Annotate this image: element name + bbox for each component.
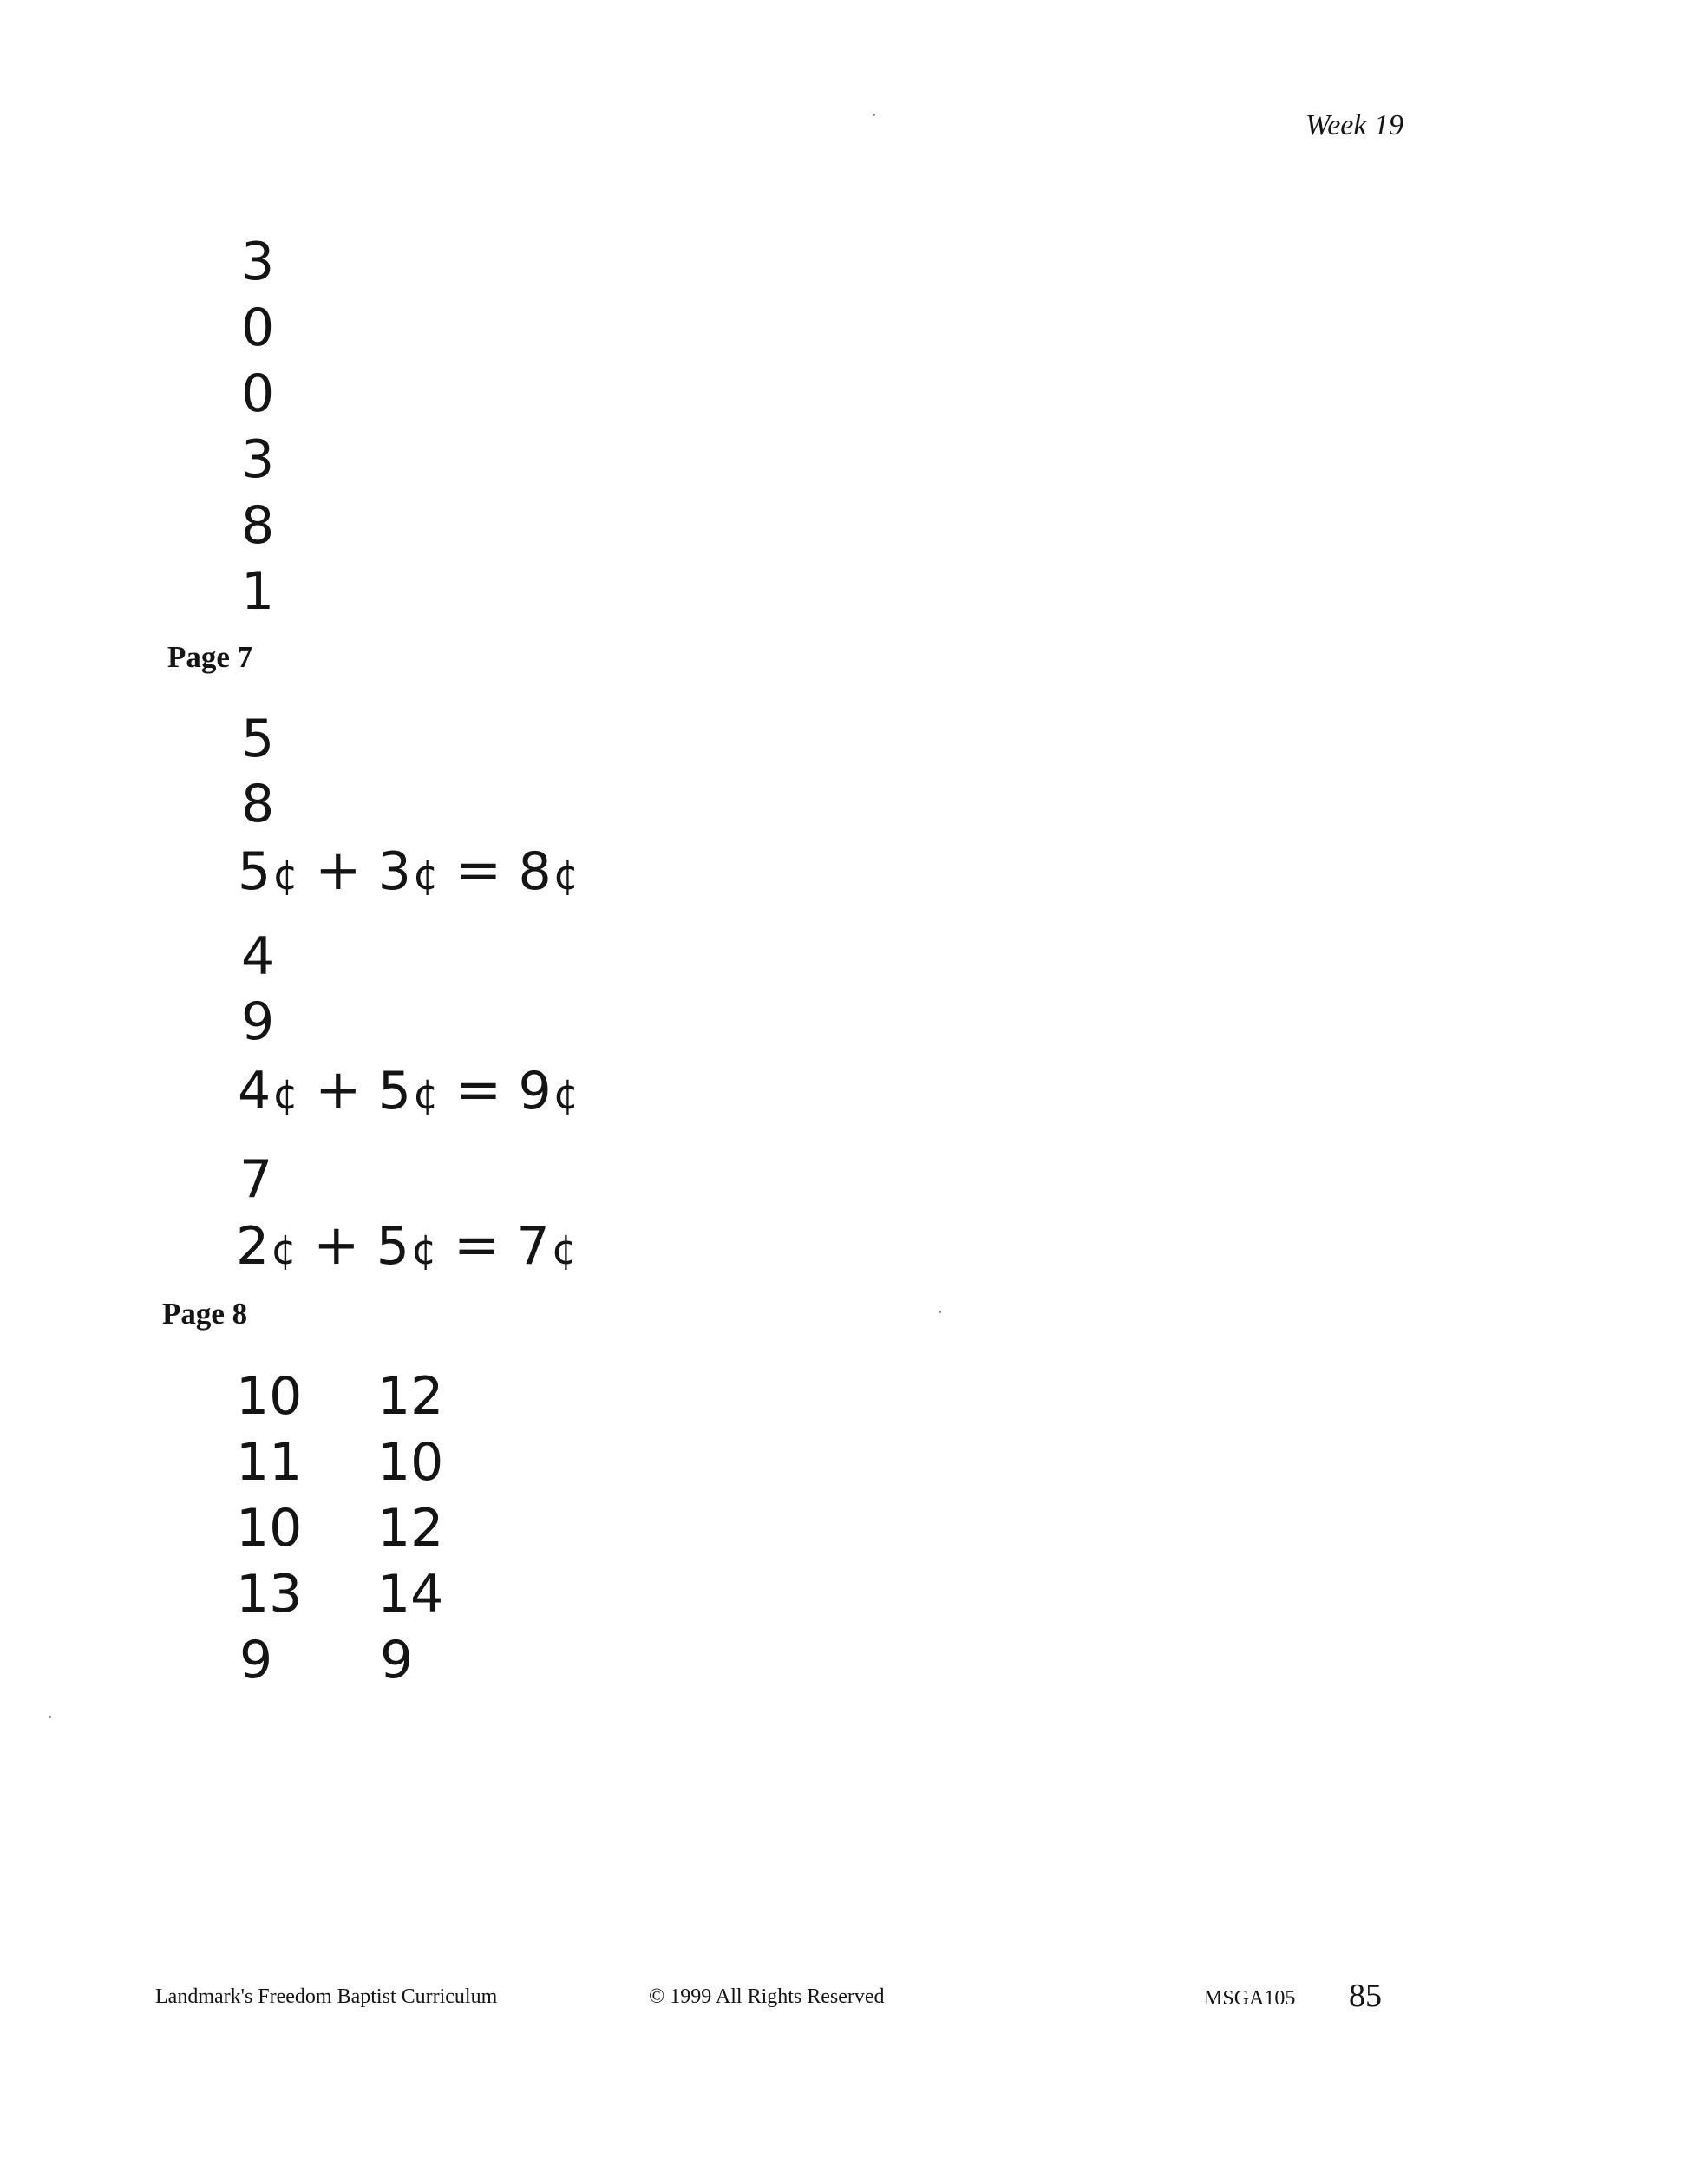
scan-speck — [49, 1716, 51, 1718]
page7-answer-5: 7 — [239, 1149, 273, 1210]
page7-equation-3 — [236, 1213, 578, 1278]
plus-sign: + — [315, 1058, 362, 1122]
equation-sum: 8 — [518, 841, 552, 902]
footer-curriculum: Landmark's Freedom Baptist Curriculum — [155, 1985, 498, 2008]
equation-addend-a: 5 — [238, 841, 272, 902]
page8-left-answer-4: 13 — [236, 1564, 303, 1625]
equation-addend-a: 4 — [238, 1061, 272, 1121]
page7-equation-1 — [238, 839, 579, 903]
equals-sign: = — [455, 839, 502, 903]
page7-answer-1: 5 — [241, 709, 275, 769]
equation-addend-a: 2 — [236, 1216, 270, 1277]
plus-sign: + — [315, 839, 362, 903]
page8-right-answer-3: 12 — [377, 1498, 444, 1559]
top-answer-5: 8 — [241, 495, 275, 556]
week-label: Week 19 — [1305, 109, 1403, 141]
page7-heading: Page 7 — [167, 640, 253, 674]
equals-sign: = — [453, 1213, 501, 1278]
page7-equation-2 — [238, 1058, 579, 1122]
plus-sign: + — [313, 1213, 360, 1278]
page7-answer-4: 9 — [241, 991, 275, 1052]
page8-left-answer-1: 10 — [236, 1366, 303, 1427]
cent-sign: ¢ — [412, 853, 439, 899]
page8-right-answer-5: 9 — [380, 1630, 414, 1690]
page8-left-answer-3: 10 — [236, 1498, 303, 1559]
top-answer-1: 3 — [241, 232, 275, 292]
equation-addend-b: 5 — [377, 1061, 411, 1121]
cent-sign: ¢ — [551, 1227, 578, 1274]
cent-sign: ¢ — [272, 1072, 298, 1119]
equation-sum: 9 — [518, 1061, 552, 1121]
equation-addend-b: 3 — [377, 841, 411, 902]
page8-left-answer-5: 9 — [239, 1630, 273, 1690]
footer-page-number: 85 — [1349, 1978, 1382, 2014]
page8-left-answer-2: 11 — [236, 1432, 303, 1493]
cent-sign: ¢ — [412, 1072, 439, 1119]
top-answer-2: 0 — [241, 298, 275, 358]
page8-heading: Page 8 — [162, 1297, 248, 1331]
footer-code: MSGA105 — [1204, 1987, 1296, 2010]
page8-right-answer-2: 10 — [377, 1432, 444, 1493]
equation-addend-b: 5 — [376, 1216, 409, 1277]
top-answer-3: 0 — [241, 363, 275, 424]
scan-speck — [939, 1311, 941, 1313]
scan-speck — [873, 114, 875, 116]
equals-sign: = — [455, 1058, 502, 1122]
cent-sign: ¢ — [271, 1227, 297, 1274]
page7-answer-3: 4 — [241, 926, 275, 987]
top-answer-4: 3 — [241, 429, 275, 490]
footer-copyright: © 1999 All Rights Reserved — [649, 1985, 885, 2008]
page7-answer-2: 8 — [241, 774, 275, 834]
page8-right-answer-1: 12 — [377, 1366, 444, 1427]
page8-right-answer-4: 14 — [377, 1564, 444, 1625]
cent-sign: ¢ — [410, 1227, 437, 1274]
top-answer-6: 1 — [241, 561, 275, 622]
equation-sum: 7 — [516, 1216, 550, 1277]
cent-sign: ¢ — [272, 853, 298, 899]
cent-sign: ¢ — [553, 1072, 579, 1119]
cent-sign: ¢ — [553, 853, 579, 899]
